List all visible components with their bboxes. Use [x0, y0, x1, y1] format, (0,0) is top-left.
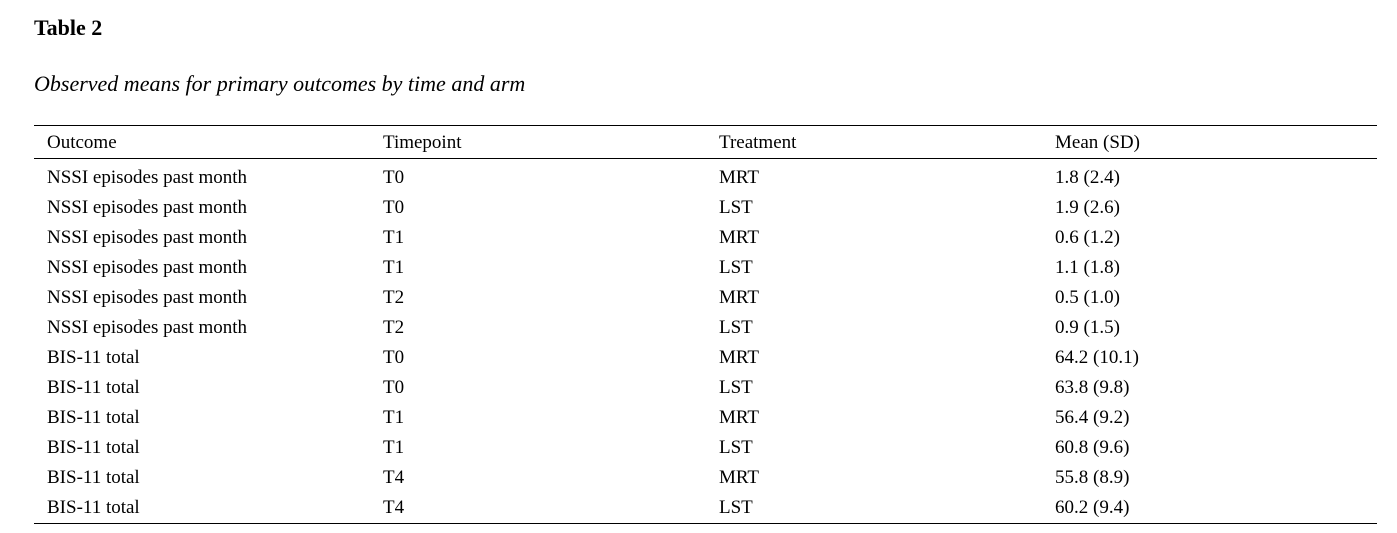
cell-timepoint: T4: [383, 497, 405, 518]
table-row: [34, 223, 1377, 253]
table-row: [34, 253, 1377, 283]
cell-timepoint: T0: [383, 377, 405, 398]
cell-mean-sd: 56.4 (9.2): [1055, 407, 1130, 428]
cell-mean-sd: 0.5 (1.0): [1055, 287, 1120, 308]
table-row: [34, 159, 1377, 194]
table-row: [34, 313, 1377, 343]
cell-timepoint: T0: [383, 347, 405, 368]
cell-treatment: LST: [719, 197, 753, 218]
cell-treatment: LST: [719, 437, 753, 458]
cell-mean-sd: 63.8 (9.8): [1055, 377, 1130, 398]
cell-treatment: LST: [719, 377, 753, 398]
cell-timepoint: T2: [383, 317, 405, 338]
cell-timepoint: T2: [383, 287, 405, 308]
cell-treatment: LST: [719, 317, 753, 338]
table-row: [34, 373, 1377, 403]
cell-outcome: NSSI episodes past month: [47, 167, 248, 188]
cell-timepoint: T1: [383, 257, 405, 278]
cell-timepoint: T1: [383, 407, 405, 428]
table-label: Table 2: [34, 15, 103, 40]
cell-treatment: MRT: [719, 287, 760, 308]
header-outcome: Outcome: [47, 132, 117, 153]
cell-timepoint: T1: [383, 227, 405, 248]
header-treatment: Treatment: [719, 132, 797, 153]
cell-mean-sd: 64.2 (10.1): [1055, 347, 1139, 368]
table-caption: Observed means for primary outcomes by time and arm: [34, 71, 526, 96]
cell-outcome: BIS-11 total: [47, 437, 140, 458]
results-table: [34, 125, 1377, 524]
header-timepoint: Timepoint: [383, 132, 462, 153]
cell-timepoint: T0: [383, 167, 405, 188]
cell-treatment: LST: [719, 497, 753, 518]
cell-mean-sd: 0.6 (1.2): [1055, 227, 1120, 248]
cell-treatment: MRT: [719, 347, 760, 368]
header-mean-sd: Mean (SD): [1055, 132, 1140, 153]
table-header: [34, 126, 1377, 159]
cell-mean-sd: 60.8 (9.6): [1055, 437, 1130, 458]
cell-outcome: NSSI episodes past month: [47, 317, 248, 338]
table-row: [34, 493, 1377, 524]
cell-mean-sd: 1.1 (1.8): [1055, 257, 1120, 278]
cell-mean-sd: 55.8 (8.9): [1055, 467, 1130, 488]
cell-mean-sd: 0.9 (1.5): [1055, 317, 1120, 338]
cell-outcome: NSSI episodes past month: [47, 257, 248, 278]
cell-outcome: NSSI episodes past month: [47, 197, 248, 218]
cell-mean-sd: 1.8 (2.4): [1055, 167, 1120, 188]
cell-timepoint: T4: [383, 467, 405, 488]
table-row: [34, 283, 1377, 313]
table-row: [34, 343, 1377, 373]
cell-outcome: NSSI episodes past month: [47, 227, 248, 248]
header-row: [34, 126, 1377, 159]
table-row: [34, 433, 1377, 463]
cell-outcome: BIS-11 total: [47, 407, 140, 428]
cell-outcome: BIS-11 total: [47, 497, 140, 518]
cell-treatment: MRT: [719, 467, 760, 488]
cell-mean-sd: 60.2 (9.4): [1055, 497, 1130, 518]
table-row: [34, 193, 1377, 223]
cell-mean-sd: 1.9 (2.6): [1055, 197, 1120, 218]
cell-timepoint: T0: [383, 197, 405, 218]
cell-timepoint: T1: [383, 437, 405, 458]
cell-outcome: BIS-11 total: [47, 467, 140, 488]
cell-treatment: MRT: [719, 227, 760, 248]
cell-outcome: BIS-11 total: [47, 347, 140, 368]
table-body: [34, 159, 1377, 524]
cell-treatment: MRT: [719, 167, 760, 188]
cell-outcome: NSSI episodes past month: [47, 287, 248, 308]
cell-treatment: LST: [719, 257, 753, 278]
cell-outcome: BIS-11 total: [47, 377, 140, 398]
table-row: [34, 403, 1377, 433]
table-row: [34, 463, 1377, 493]
cell-treatment: MRT: [719, 407, 760, 428]
